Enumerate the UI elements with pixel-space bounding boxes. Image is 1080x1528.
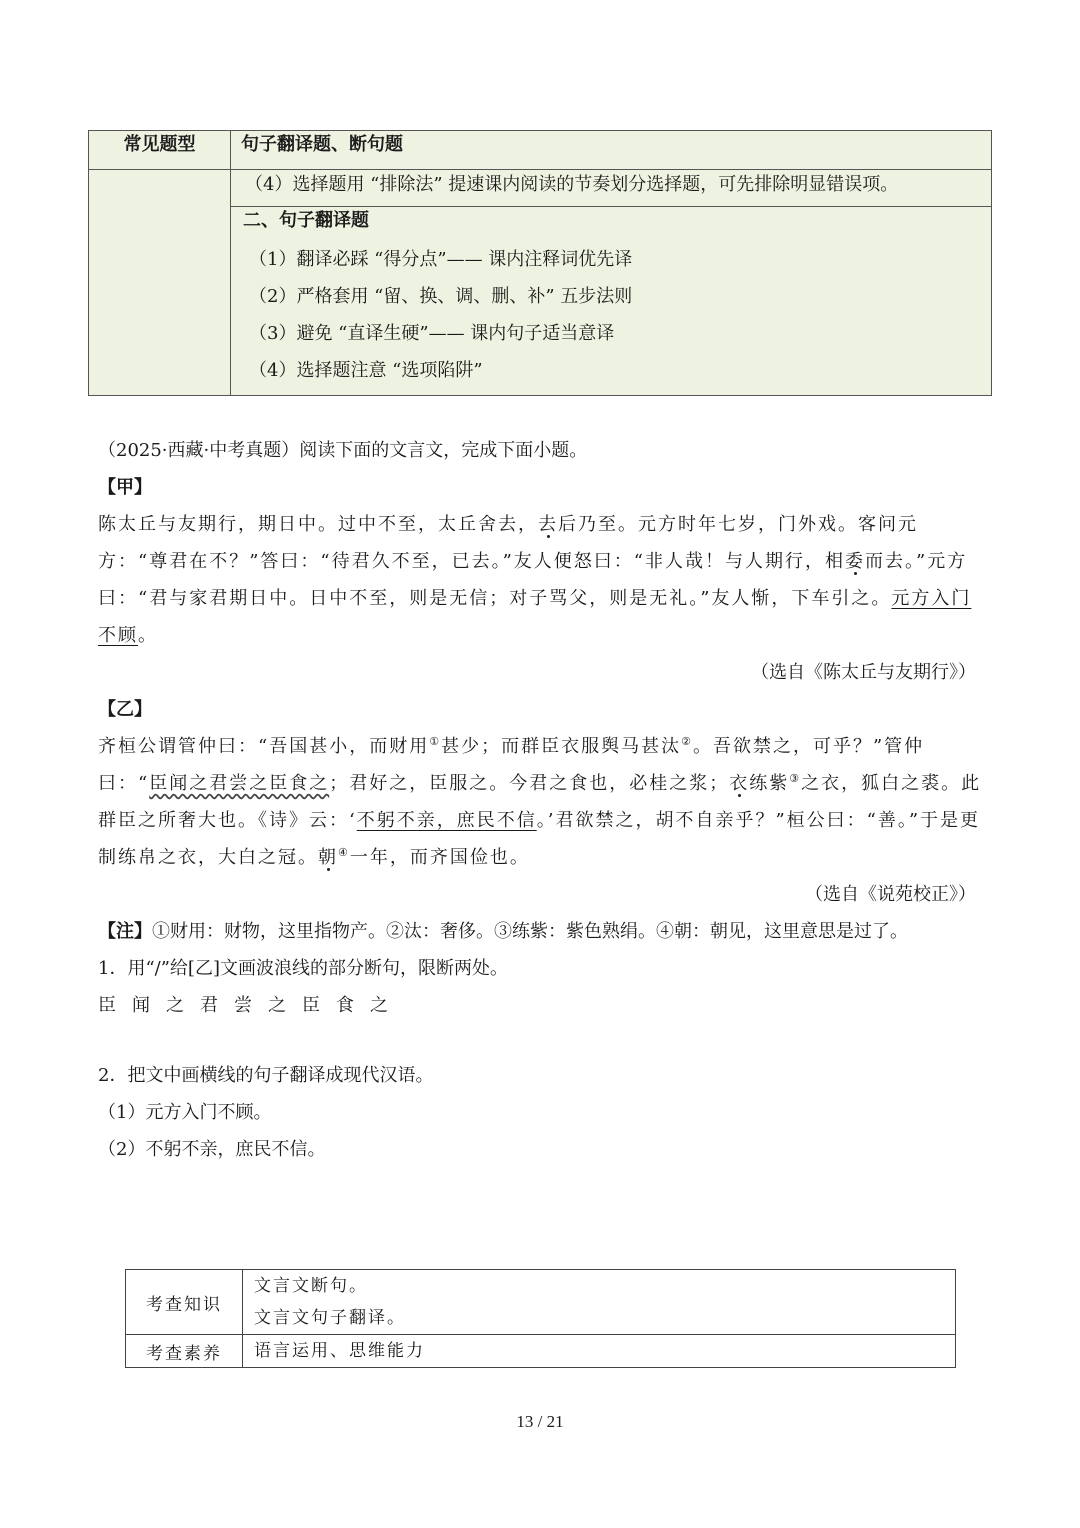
list-item: （3）避免 “直译生硬”—— 课内句子适当意译 [249, 323, 615, 344]
question-2-sub1: （1）元方入门不顾。 [98, 1102, 272, 1123]
note-mark: ④ [338, 846, 350, 859]
emphasis-word: 去 [538, 514, 558, 535]
yi-label: 【乙】 [98, 699, 152, 720]
translation-section [231, 207, 992, 396]
jia-text: 陈太丘与友期行，期日中。过中不至，太丘舍去，去后乃至。元方时年七岁，门外戏。客问元方：“尊君在不？”答曰：“待君久不至，已去。”友人便怒曰：“非人哉！与人期行，相委而去。”元方曰：“君与家君期日中。日中不至，则是无信；对子骂父，则是无礼。”友人惭，下车引之。元方入门不顾。 [98, 514, 972, 646]
emphasis-word: 委 [845, 551, 866, 572]
yi-source: （选自《说苑校正》） [805, 884, 976, 905]
literacy-label: 考查素养 [126, 1335, 243, 1368]
intro: （2025·西藏·中考真题）阅读下面的文言文，完成下面小题。 [98, 440, 588, 461]
underlined-sentence: 不躬不亲，庶民不信 [356, 810, 537, 831]
page-number: 13 / 21 [516, 1412, 564, 1431]
empty-cell [89, 170, 231, 396]
question-2: 2．把文中画横线的句子翻译成现代汉语。 [98, 1065, 434, 1086]
knowledge-values: 文言文断句。 文言文句子翻译。 [243, 1270, 956, 1335]
question-2-sub2: （2）不躬不亲，庶民不信。 [98, 1139, 326, 1160]
emphasis-word: 朝 [318, 847, 338, 868]
emphasis-word: 衣 [729, 773, 750, 794]
header-value: 句子翻译题、断句题 [231, 131, 992, 170]
underlined-sentence: 元方入门不顾 [98, 588, 972, 646]
note-mark: ② [681, 735, 693, 748]
literacy-value: 语言运用、思维能力 [243, 1335, 956, 1368]
tip-row: （4）选择题用 “排除法” 提速课内阅读的节奏划分选择题，可先排除明显错误项。 [231, 170, 992, 207]
question-1-chars: 臣闻之君尝之臣食之 [98, 995, 404, 1016]
section-title: 二、句子翻译题 [243, 210, 369, 231]
list-item: （2）严格套用 “留、换、调、删、补” 五步法则 [249, 286, 633, 307]
assessment-table [125, 1269, 956, 1368]
reading-passage [98, 432, 988, 1168]
yi-text: 齐桓公谓管仲曰：“吾国甚小，而财用①甚少；而群臣衣服舆马甚汰②。吾欲禁之，可乎？”管仲曰：“臣闻之君尝之臣食之；君好之，臣服之。今君之食也，必桂之浆；衣练紫③之衣，狐白之裘。此群臣之所奢大也。《诗》云：‘不躬不亲，庶民不信。’君欲禁之，胡不自亲乎？”桓公曰：“善。”于是更制练帛之衣，大白之冠。朝④一年，而齐国俭也。 [98, 735, 982, 868]
header-label: 常见题型 [89, 131, 231, 170]
question-1: 1．用“/”给[乙]文画波浪线的部分断句，限断两处。 [98, 958, 508, 979]
question-type-table [88, 130, 992, 396]
notes: 【注】①财用：财物，这里指物产。②汰：奢侈。③练紫：紫色熟绢。④朝：朝见，这里意思是过了。 [98, 921, 908, 942]
jia-source: （选自《陈太丘与友期行》） [751, 662, 976, 683]
wavy-underlined-phrase: 臣闻之君尝之臣食之 [149, 773, 330, 794]
note-mark: ③ [789, 772, 802, 785]
jia-label: 【甲】 [98, 477, 152, 498]
list-item: （4）选择题注意 “选项陷阱” [249, 360, 483, 381]
note-mark: ① [429, 735, 442, 748]
list-item: （1）翻译必踩 “得分点”—— 课内注释词优先译 [249, 249, 633, 270]
knowledge-label: 考查知识 [126, 1270, 243, 1335]
